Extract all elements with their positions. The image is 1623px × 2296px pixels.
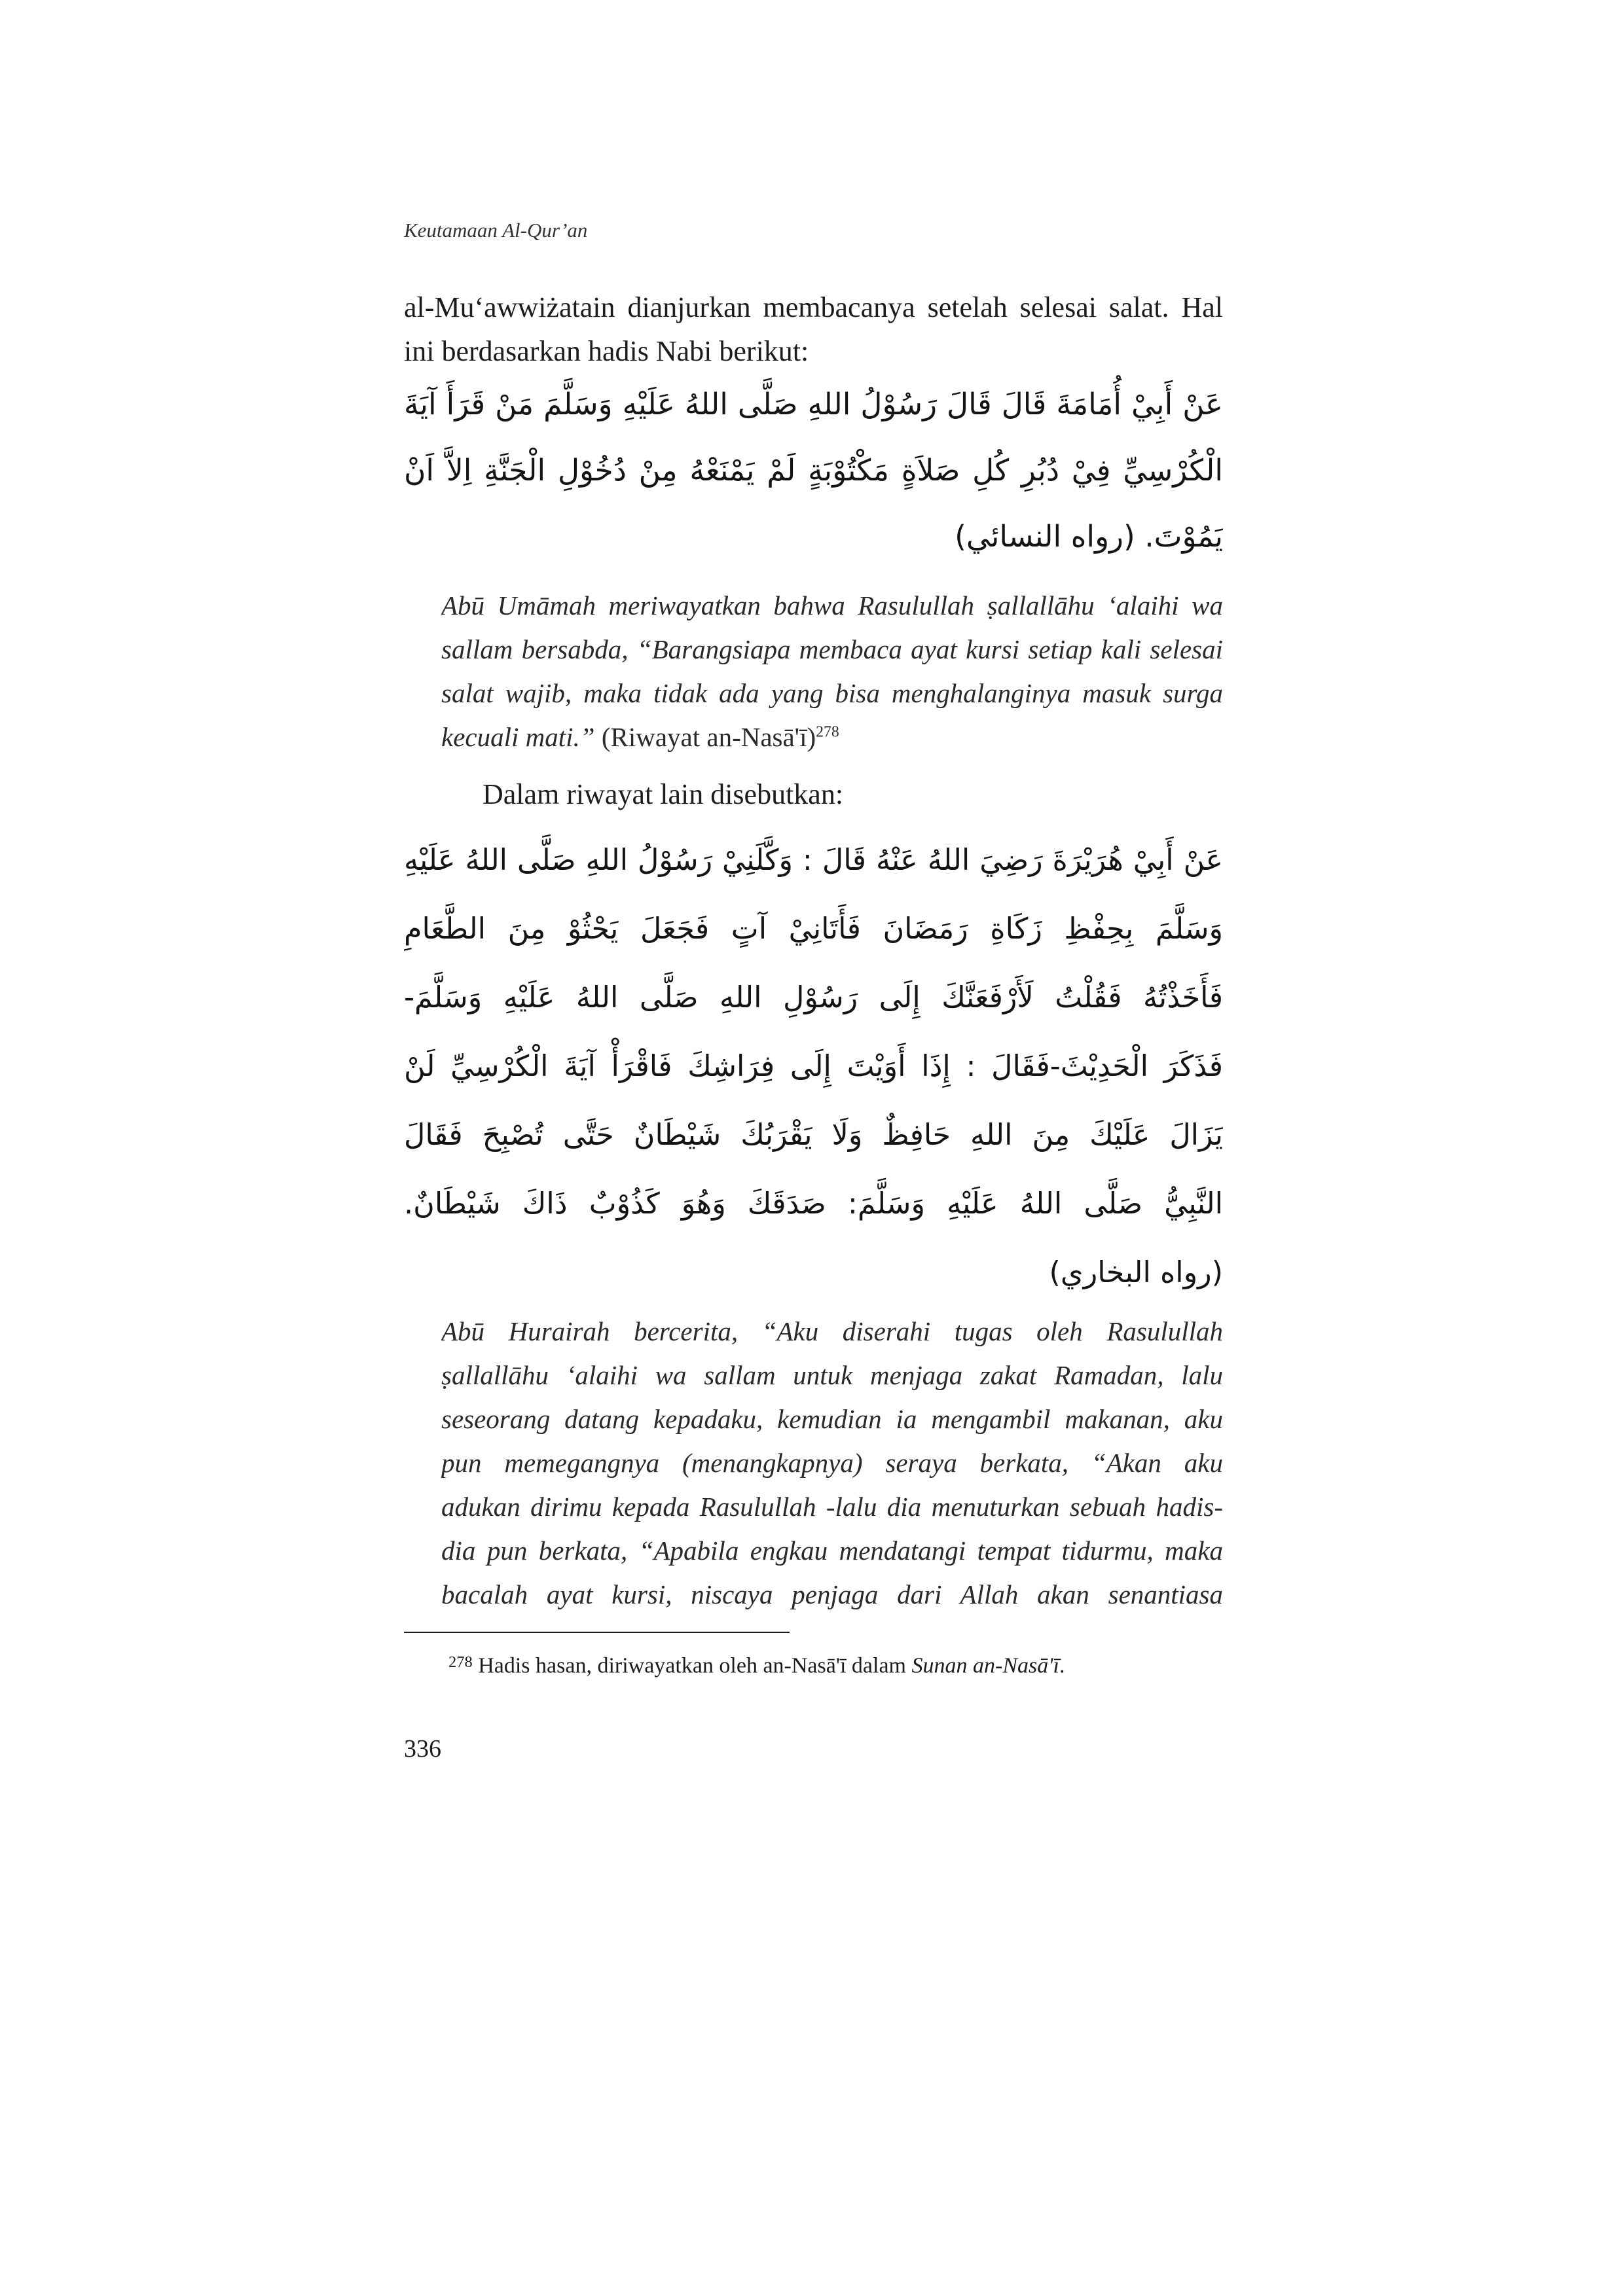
translation-line: ṣallallāhu ‘alaihi wa sallam untuk menjaga zakat Ramadan, lalu (441, 1360, 1223, 1390)
hadith-2-arabic (404, 826, 1223, 1307)
footnote-book-title: Sunan an-Nasā'ī (911, 1653, 1059, 1678)
arabic-line: فَذَكَرَ الْحَدِيْثَ-فَقَالَ : إِذَا أَوَيْتَ إِلَى فِرَاشِكَ فَاقْرَأْ آيَةَ الْكُرْسِيِّ لَنْ (404, 1050, 1223, 1083)
arabic-line: وَسَلَّمَ بِحِفْظِ زَكَاةِ رَمَضَانَ فَأَتَانِيْ آتٍ فَجَعَلَ يَحْثُوْ مِنَ الطَّعَامِ (404, 912, 1223, 946)
translation-line: pun memegangnya (menangkapnya) seraya berkata, “Akan aku (441, 1448, 1223, 1478)
translation-line: bacalah ayat kursi, niscaya penjaga dari Allah akan senantiasa (441, 1579, 1223, 1609)
translation-line: adukan dirimu kepada Rasulullah -lalu dia menuturkan sebuah hadis- (441, 1492, 1223, 1522)
translation-italic-text: kecuali mati.” (441, 722, 595, 752)
footnote-text: Hadis hasan, diriwayatkan oleh an-Nasā'ī dalam (478, 1653, 906, 1678)
page-number: 336 (404, 1735, 441, 1763)
footnote (448, 1648, 1065, 1681)
arabic-line: فَأَخَذْتُهُ فَقُلْتُ لَأَرْفَعَنَّكَ إِلَى رَسُوْلِ اللهِ صَلَّى اللهُ عَلَيْهِ وَسَلَّمَ- (404, 981, 1223, 1014)
arabic-line: الْكُرْسِيِّ فِيْ دُبُرِ كُلِ صَلاَةٍ مَكْتُوْبَةٍ لَمْ يَمْنَعْهُ مِنْ دُخُوْلِ الْجَنَّةِ اِلاَّ اَنْ (404, 453, 1223, 488)
intro-line: al-Mu‘awwiżatain dianjurkan membacanya setelah selesai salat. Hal (404, 291, 1223, 323)
translation-line: dia pun berkata, “Apabila engkau mendatangi tempat tidurmu, maka (441, 1535, 1223, 1566)
translation-line: seseorang datang kepadaku, kemudian ia mengambil makanan, aku (441, 1404, 1223, 1434)
arabic-line: (رواه البخاري) (1049, 1256, 1223, 1289)
translation-line (441, 715, 1223, 759)
intro-paragraph (404, 285, 1223, 373)
footnote-reference: 278 (816, 723, 839, 741)
arabic-line: عَنْ أَبِيْ أُمَامَةَ قَالَ قَالَ رَسُوْلُ اللهِ صَلَّى اللهُ عَلَيْهِ وَسَلَّمَ مَنْ قَرَأَ آيَةَ (404, 387, 1223, 422)
transition-sentence: Dalam riwayat lain disebutkan: (483, 778, 844, 810)
footnote-end: . (1059, 1653, 1065, 1678)
intro-line: ini berdasarkan hadis Nabi berikut: (404, 335, 809, 367)
hadith-2-translation (441, 1310, 1223, 1617)
arabic-line: يَمُوْتَ. (رواه النسائي) (955, 519, 1223, 554)
arabic-line: النَّبِيُّ صَلَّى اللهُ عَلَيْهِ وَسَلَّمَ: صَدَقَكَ وَهُوَ كَذُوْبٌ ذَاكَ شَيْطَانٌ. (404, 1187, 1223, 1221)
footnote-divider (404, 1632, 790, 1633)
translation-line: Abū Umāmah meriwayatkan bahwa Rasulullah ṣallallāhu ‘alaihi wa (441, 590, 1223, 620)
translation-line: Abū Hurairah bercerita, “Aku diserahi tugas oleh Rasulullah (441, 1316, 1223, 1346)
hadith-1-translation (441, 584, 1223, 759)
running-title: Keutamaan Al-Qur’an (404, 219, 588, 242)
translation-line: sallam bersabda, “Barangsiapa membaca ayat kursi setiap kali selesai (441, 634, 1223, 664)
translation-line: salat wajib, maka tidak ada yang bisa menghalanginya masuk surga (441, 678, 1223, 708)
arabic-line: عَنْ أَبِيْ هُرَيْرَةَ رَضِيَ اللهُ عَنْهُ قَالَ : وَكَّلَنِيْ رَسُوْلُ اللهِ صَلَّى اللهُ عَلَيْهِ (404, 844, 1223, 877)
footnote-number: 278 (448, 1653, 473, 1671)
hadith-source: (Riwayat an-Nasā'ī) (601, 722, 816, 752)
arabic-line: يَزَالَ عَلَيْكَ مِنَ اللهِ حَافِظٌ وَلَا يَقْرَبُكَ شَيْطَانٌ حَتَّى تُصْبِحَ فَقَالَ (404, 1119, 1223, 1152)
hadith-1-arabic (404, 371, 1223, 569)
